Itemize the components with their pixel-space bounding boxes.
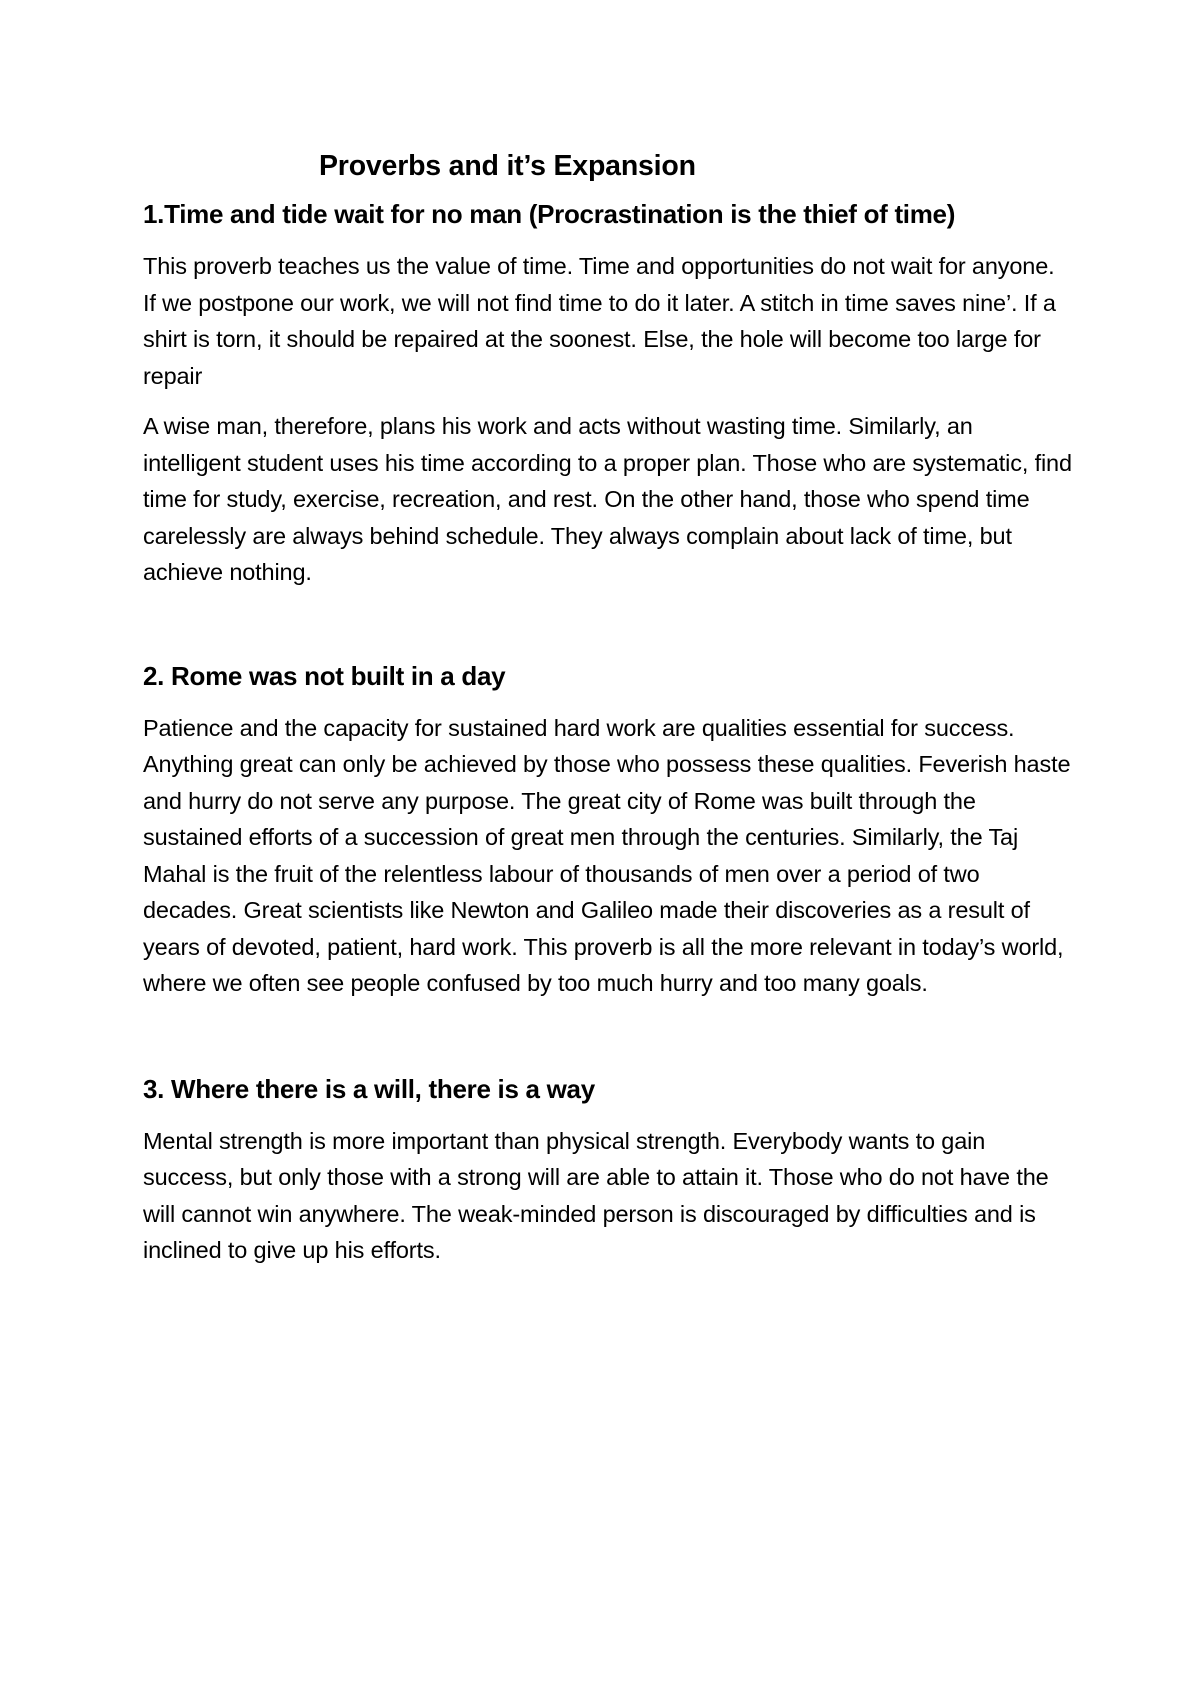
section-2-paragraph-1: Patience and the capacity for sustained hard work are qualities essential for success. Anything great can only be achieved by those who possess these qualities. Feverish haste and hurry do not serve any purpose. The great city of Rome was built through the sustained efforts of a succession of great men through the centuries. Similarly, the Taj Mahal is the fruit of the relentless labour of thousands of men over a period of two decades. Great scientists like Newton and Galileo made their discoveries as a result of years of devoted, patient, hard work. This proverb is all the more relevant in today’s world, where we often see people confused by too much hurry and too many goals. xyxy=(143,714,1071,996)
document-title: Proverbs and it’s Expansion xyxy=(319,150,696,182)
section-heading-3: 3. Where there is a will, there is a way xyxy=(143,1073,595,1104)
document-body xyxy=(143,146,1073,1269)
section-1-paragraph-1: This proverb teaches us the value of time. Time and opportunities do not wait for anyone. If we postpone our work, we will not find time to do it later. A stitch in time saves nine’. If a shirt is torn, it should be repaired at the soonest. Else, the hole will become too large for repair xyxy=(143,253,1056,389)
section-3-paragraph-1: Mental strength is more important than physical strength. Everybody wants to gain success, but only those with a strong will are able to attain it. Those who do not have the will cannot win anywhere. The weak-minded person is discouraged by difficulties and is inclined to give up his efforts. xyxy=(143,1127,1049,1263)
section-heading-1: 1.Time and tide wait for no man (Procrastination is the thief of time) xyxy=(143,199,956,229)
section-heading-2: 2. Rome was not built in a day xyxy=(143,660,506,691)
section-1-paragraph-2: A wise man, therefore, plans his work and acts without wasting time. Similarly, an intelligent student uses his time according to a proper plan. Those who are systematic, find time for study, exercise, recreation, and rest. On the other hand, those who spend time carelessly are always behind schedule. They always complain about lack of time, but achieve nothing. xyxy=(143,413,1072,585)
